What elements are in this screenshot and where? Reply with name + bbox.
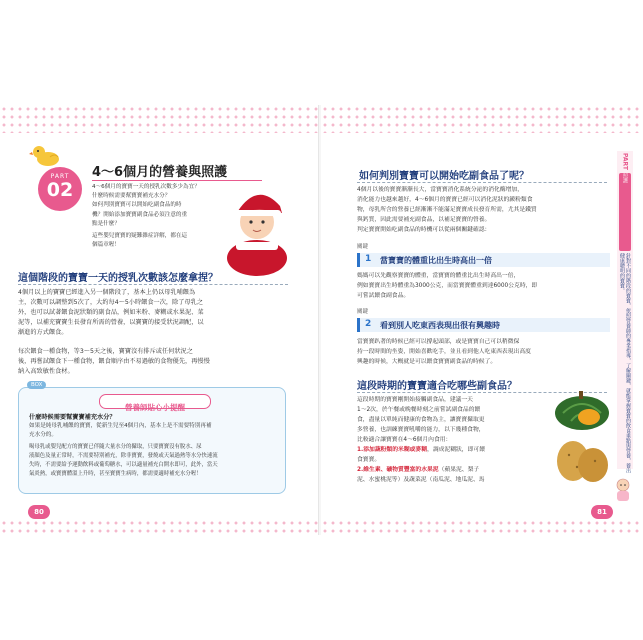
list-item-cont: 泥、水蜜桃泥等）及蔬菜泥（南瓜泥、地瓜泥、馬 [357,477,485,483]
section1-para1 [18,288,300,338]
para-line: 可嘗試餵食副食品。 [357,293,410,299]
side-tag [619,172,640,251]
para-line: 媽媽可以先觀察寶寶的體重，當寶寶的體重比出生時高出一倍， [357,273,520,279]
page-number-right: 81 [591,505,613,519]
para-line: 判定寶寶開始吃副食品的時機可以從兩個關鍵確認： [357,227,491,233]
list2-label: 2.維生素、礦物質豐富的水果泥 [357,467,439,473]
para-line: 當寶寶趴著的時候已經可以撐起頭部，或是寶寶自己可以稍微保 [357,339,520,345]
para-line: 每次餵食一種食物，等3～5天之後，寶寶沒有排斥或任何狀況之 [18,348,193,355]
tip-line: 如果是純母乳哺餵的寶寶，從新生兒至4個月內，基本上是不需要特別再補 [29,423,212,429]
key2-text [357,337,613,367]
potato-image [551,437,611,485]
para-line: 例如寶寶出生時體重為3000公克，而當寶寶體重到達6000公克時，即 [357,283,538,289]
para-line: 持一段時間的坐姿，開始喜歡吃手，並且看到他人吃東西表現出高度 [357,349,531,355]
side-part-label: PART [621,153,629,170]
key1-bar [357,253,610,267]
baby-photo [222,180,292,270]
section1-underline [18,283,288,285]
para-line: 4個月以後的寶寶漸漸長大，當寶寶消化系統分泌的消化酶增加， [357,187,524,193]
para-line: 興趣的時候，大概就是可以餵食寶寶副食品的時候了。 [357,359,497,365]
intro-line: 如何判別寶寶可以開始吃副食品的時 [92,202,182,209]
intro-line: 什麼時候需要幫寶寶補充水分？ [92,193,171,200]
para-line: 泥等，以補充寶寶生長發育所需的營養，以寶寶的接受狀況調配，以 [18,319,204,326]
list-item [357,445,547,455]
list2-rest: （蘋果泥、梨子 [438,467,480,473]
section2-title: 這段時期的寶寶適合吃哪些副食品？ [357,381,517,392]
key1-number: 1 [365,254,372,264]
list-item [357,465,547,475]
right-heading-underline [357,181,607,183]
para-line: 食，盡量以單純而健康的食物為主，讓寶寶攝取更 [357,417,485,423]
side-bar [617,151,640,473]
page-number-left: 80 [28,505,50,519]
tip-title [99,394,211,412]
para-line: 與鈣質，因此需要補充副食品，以補足寶寶的營養。 [357,217,491,223]
left-dot-band-bottom [0,519,319,535]
pumpkin-image [553,387,611,431]
para-line: 漸進的方式餵食。 [18,329,68,336]
left-page [0,105,319,535]
para-line: 主，次數可以調整到5次了，大約每4～5小時餵食一次，除了母乳之 [18,299,204,306]
baby-doodle-icon [613,477,633,503]
key1-text [357,271,613,301]
section2-text [357,395,547,485]
tip-line: 氣炎熱，或寶寶體溫上升時，甚至寶寶生病時，都需要適時補充水分喔！ [29,471,202,477]
list1-rest: ，調成泥糊狀，即可餵 [427,447,485,453]
tip-title-text: 營養師貼心小提醒 [125,403,185,412]
section1-para2 [18,347,300,377]
section1-title: 這個階段的寶寶一天的授乳次數該怎麼拿捏？ [18,273,218,284]
tip-para2 [29,443,281,479]
para-line: 這段時期的寶寶剛開始接觸副食品，建議一天 [357,397,473,403]
tip-line: 充水分的。 [29,432,57,438]
intro-line: 機？開始添加寶寶副食品必須注意的重 [92,211,188,218]
chapter-title: 4～6個月的營養與照護 [92,165,228,180]
intro-line: 點是什麼？ [92,220,120,227]
tip-para1 [29,422,279,440]
para-line: 外，也可以試著餵食泥狀類的副食品，例如米粉、麥糊或水果泥、菜 [18,309,204,316]
list-item-cont: 食寶寶。 [357,457,381,463]
key2-number: 2 [365,319,372,329]
tip-tag: BOX [27,381,46,389]
para-line: 納入高致敏性食材。 [18,368,74,375]
intro-line: 4～6個月的寶寶一天的授乳次數多少為宜？ [92,184,200,190]
right-page [321,105,640,535]
key1-label: 關鍵 [357,244,369,250]
key2-bar [357,318,610,332]
para-line: 物，母乳所含的營養已經漸漸不能滿足寶寶成長發育所需，尤其是鐵質 [357,207,537,213]
right-dot-band-bottom [321,519,640,535]
para-line: 消化能力也越來越好，4～6個月的寶寶已經可以消化泥狀的澱粉類食 [357,197,533,203]
para-line: 比較適合讓寶寶在4～6個月內食用： [357,437,452,443]
tip-line: 液顏色及量正常時，不需要特別補充，除非寶寶，發燒或天氣過熱等水分快速流 [29,453,218,459]
intro-block [92,183,242,250]
para-line: 1～2次，於午餐或晚餐時刻之前嘗試副食品的餵 [357,407,481,413]
right-intro [357,185,613,235]
right-dot-band [321,105,640,133]
side-description: 針對不同的階段的寶寶，依照營養師的專業指導，了解關鍵，就能掌握寶寶的飲食重點與營養，養出健康聰明的寶寶。 [619,252,631,473]
book-spread [0,105,640,535]
para-line: 後，再嘗試餵食下一種食物，餵食順序由不易過敏的食物優先，再慢慢 [18,358,210,365]
part-label: PART [50,173,70,180]
tip-line: 失時，不需要給予運動飲料或葡萄糖水，可以適量補充白開水即可，此外，當天 [29,462,218,468]
intro-line: 這些嬰兒寶寶的疑難雜症詳解，都在這 [92,233,188,240]
para-line: 4個月以上的寶寶已經進入另一個階段了，基本上仍以母乳哺餵為 [18,289,196,296]
key2-title: 看到別人吃東西表現出很有興趣時 [380,321,500,330]
tip-line: 喝母乳或嬰兒配方的寶寶已伴隨大量水分的攝取，只要寶寶沒有脫水、尿 [29,444,202,450]
intro-line: 個篇章喔！ [92,242,120,249]
duck-icon [30,143,60,167]
tip-question: 什麼時候需要幫寶寶補充水分？ [29,414,116,421]
part-number: 02 [46,179,74,201]
tip-box [18,382,286,494]
part-badge [38,167,82,211]
key1-title: 當寶寶的體重比出生時高出一倍 [380,256,492,265]
left-dot-band [0,105,319,133]
list1-label: 1.添加蔬粉類的米糊或麥糊 [357,447,428,453]
side-tag-text: 0～12個月新生嬰兒的營養飲食與照護 [622,172,640,248]
para-line: 多營養，也訓練寶寶吼嚼的能力，以下幾種食物， [357,427,485,433]
right-heading: 如何判別寶寶可以開始吃副食品了呢？ [359,171,529,182]
key2-label: 關鍵 [357,309,369,315]
